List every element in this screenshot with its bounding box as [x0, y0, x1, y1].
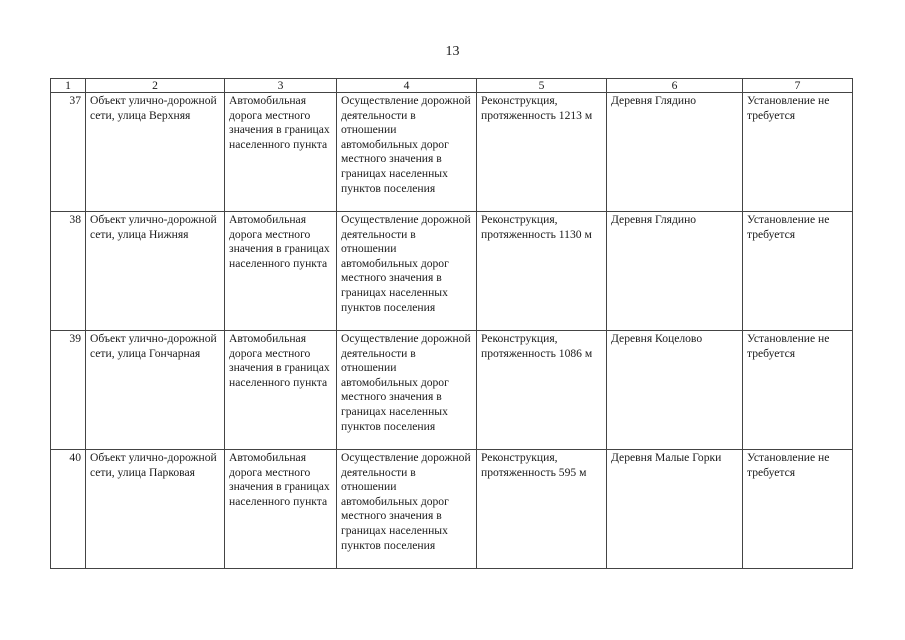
location-cell: Деревня Коцелово — [607, 331, 743, 450]
table-row — [51, 450, 853, 569]
row-number: 40 — [51, 450, 86, 569]
column-number: 3 — [225, 79, 337, 93]
location-cell: Деревня Глядино — [607, 212, 743, 331]
purpose-cell: Осуществление дорожной деятельности в отношении автомобильных дорог местного значения в границах населенных пунктов поселения — [337, 93, 477, 212]
column-number: 7 — [743, 79, 853, 93]
table-row — [51, 93, 853, 212]
object-type-cell: Автомобильная дорога местного значения в границах населенного пункта — [225, 93, 337, 212]
column-number: 2 — [86, 79, 225, 93]
zone-cell: Установление не требуется — [743, 93, 853, 212]
characteristics-cell: Реконструкция, протяженность 595 м — [477, 450, 607, 569]
characteristics-cell: Реконструкция, протяженность 1086 м — [477, 331, 607, 450]
object-name-cell: Объект улично-дорожной сети, улица Нижняя — [86, 212, 225, 331]
zone-cell: Установление не требуется — [743, 212, 853, 331]
page-number: 13 — [445, 44, 460, 59]
row-number: 37 — [51, 93, 86, 212]
row-number: 39 — [51, 331, 86, 450]
column-number: 4 — [337, 79, 477, 93]
purpose-cell: Осуществление дорожной деятельности в отношении автомобильных дорог местного значения в границах населенных пунктов поселения — [337, 450, 477, 569]
characteristics-cell: Реконструкция, протяженность 1130 м — [477, 212, 607, 331]
table-row — [51, 212, 853, 331]
column-number-row — [51, 79, 853, 93]
characteristics-cell: Реконструкция, протяженность 1213 м — [477, 93, 607, 212]
column-number: 5 — [477, 79, 607, 93]
column-number: 1 — [51, 79, 86, 93]
object-name-cell: Объект улично-дорожной сети, улица Парковая — [86, 450, 225, 569]
column-number: 6 — [607, 79, 743, 93]
location-cell: Деревня Глядино — [607, 93, 743, 212]
object-name-cell: Объект улично-дорожной сети, улица Верхняя — [86, 93, 225, 212]
zone-cell: Установление не требуется — [743, 331, 853, 450]
zone-cell: Установление не требуется — [743, 450, 853, 569]
table-row — [51, 331, 853, 450]
row-number: 38 — [51, 212, 86, 331]
object-name-cell: Объект улично-дорожной сети, улица Гончарная — [86, 331, 225, 450]
location-cell: Деревня Малые Горки — [607, 450, 743, 569]
object-type-cell: Автомобильная дорога местного значения в границах населенного пункта — [225, 331, 337, 450]
object-type-cell: Автомобильная дорога местного значения в границах населенного пункта — [225, 450, 337, 569]
purpose-cell: Осуществление дорожной деятельности в отношении автомобильных дорог местного значения в границах населенных пунктов поселения — [337, 331, 477, 450]
object-type-cell: Автомобильная дорога местного значения в границах населенного пункта — [225, 212, 337, 331]
purpose-cell: Осуществление дорожной деятельности в отношении автомобильных дорог местного значения в границах населенных пунктов поселения — [337, 212, 477, 331]
objects-table — [50, 78, 853, 569]
